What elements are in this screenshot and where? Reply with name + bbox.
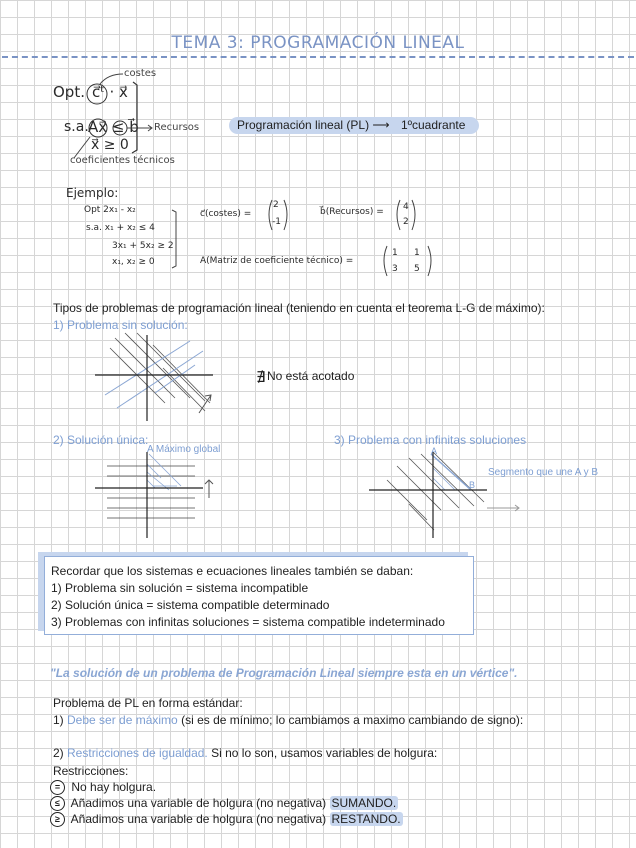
a-matrix-right-paren bbox=[428, 246, 431, 276]
a-matrix-value-22: 5 bbox=[414, 264, 420, 274]
example-line-1: Opt 2x₁ - x₂ bbox=[84, 205, 136, 215]
item-1-highlight: Debe ser de máximo bbox=[67, 713, 178, 727]
example-line-2: s.a. x₁ + x₂ ≤ 4 bbox=[86, 223, 155, 233]
pill-right-text: 1ºcuadrante bbox=[400, 118, 466, 132]
type-1-heading: 1) Problema sin solución: bbox=[53, 318, 188, 332]
restriction-equal bbox=[50, 780, 156, 795]
restrictions-label: Restricciones: bbox=[53, 764, 129, 778]
nonnegativity: x⃗ ≥ 0 bbox=[91, 137, 129, 153]
restando-highlight: RESTANDO. bbox=[331, 812, 401, 826]
item-2-number: 2) bbox=[53, 746, 64, 760]
c-vector-value-1: 2 bbox=[273, 200, 279, 210]
restriction-equal-text: No hay holgura. bbox=[71, 780, 157, 794]
costes-annotation: costes bbox=[124, 68, 157, 79]
a-matrix-value-21: 3 bbox=[392, 264, 398, 274]
recall-intro: Recordar que los sistemas e ecuaciones lineales también se daban: bbox=[51, 564, 414, 578]
recall-item-2: 2) Solución única = sistema compatible determinado bbox=[51, 598, 330, 612]
recall-item-3: 3) Problemas con infinitas soluciones = sistema compatible indeterminado bbox=[51, 615, 445, 629]
type-3-heading: 3) Problema con infinitas soluciones bbox=[334, 433, 527, 447]
standard-form-heading: Problema de PL en forma estándar: bbox=[53, 696, 243, 710]
restriction-greater-equal-text: Añadimos una variable de holgura (no negativa) bbox=[70, 812, 327, 826]
less-equal-circle-icon: ≤ bbox=[50, 796, 65, 811]
recursos-annotation: Recursos bbox=[154, 122, 200, 133]
not-exists-symbol: ∄ bbox=[256, 369, 266, 386]
item-1-text: (si es de mínimo; lo cambiamos a maximo cambiando de signo): bbox=[181, 713, 524, 727]
coef-annotation: coeficientes técnicos bbox=[70, 155, 175, 166]
a-matrix-value-11: 1 bbox=[392, 248, 398, 258]
recall-box bbox=[44, 556, 474, 635]
b-vector-label: b⃗(Recursos) = bbox=[320, 207, 384, 217]
unbounded-note: No está acotado bbox=[267, 369, 355, 383]
constraint: Ax⃗ ≤ b⃗ bbox=[88, 118, 139, 136]
restriction-less-equal-text: Añadimos una variable de holgura (no negativa) bbox=[70, 796, 327, 810]
segment-label: Segmento que une A y B bbox=[488, 467, 599, 478]
page-title: TEMA 3: PROGRAMACIÓN LINEAL bbox=[171, 33, 465, 53]
infinite-solutions-graph bbox=[369, 450, 524, 540]
point-a-label: A bbox=[431, 446, 438, 456]
unbounded-graph bbox=[95, 333, 220, 423]
item-2-text: Si no lo son, usamos variables de holgura: bbox=[211, 746, 438, 760]
unique-solution-graph bbox=[95, 450, 220, 540]
point-b-label: B bbox=[469, 480, 476, 490]
sumando-highlight: SUMANDO. bbox=[331, 796, 397, 810]
c-vector-label: c⃗(costes) = bbox=[200, 209, 252, 219]
item-2-highlight: Restricciones de igualdad. bbox=[67, 746, 208, 760]
example-line-3: 3x₁ + 5x₂ ≥ 2 bbox=[112, 241, 174, 251]
restriction-less-equal bbox=[50, 796, 398, 811]
opt-label: Opt. bbox=[53, 83, 85, 101]
standard-item-2 bbox=[53, 746, 437, 760]
type-2-heading: 2) Solución única: bbox=[53, 433, 149, 447]
st-label: s.a. bbox=[64, 119, 89, 135]
recall-item-1: 1) Problema sin solución = sistema incompatible bbox=[51, 581, 309, 595]
c-vector-value-2: -1 bbox=[272, 217, 281, 227]
b-vector-value-2: 2 bbox=[403, 217, 409, 227]
standard-item-1 bbox=[53, 713, 523, 727]
c-vector-right-paren bbox=[284, 200, 287, 230]
a-matrix-value-12: 1 bbox=[414, 248, 420, 258]
restriction-greater-equal bbox=[50, 812, 403, 827]
example-line-4: x₁, x₂ ≥ 0 bbox=[112, 257, 155, 267]
example-brace bbox=[172, 210, 176, 268]
types-intro: Tipos de problemas de programación lineal (teniendo en cuenta el teorema L-G de máximo): bbox=[53, 301, 545, 315]
greater-equal-circle-icon: ≥ bbox=[50, 812, 65, 827]
example-heading: Ejemplo: bbox=[66, 186, 119, 200]
pill-arrow: ⟶ bbox=[372, 118, 390, 132]
global-max-label: A Máximo global bbox=[147, 444, 221, 455]
b-vector-right-paren bbox=[412, 200, 415, 230]
objective-function: c⃗ᵗ · x⃗ bbox=[92, 83, 128, 101]
vertex-quote: "La solución de un problema de Programación Lineal siempre esta en un vértice". bbox=[50, 666, 518, 680]
pill-left-text: Programación lineal (PL) bbox=[237, 118, 370, 132]
equal-circle-icon: = bbox=[50, 780, 65, 795]
item-1-number: 1) bbox=[53, 713, 64, 727]
a-matrix-label: A(Matriz de coeficiente técnico) = bbox=[200, 256, 354, 266]
a-matrix-left-paren bbox=[384, 246, 387, 276]
b-vector-left-paren bbox=[397, 200, 400, 230]
b-vector-value-1: 4 bbox=[403, 202, 409, 212]
